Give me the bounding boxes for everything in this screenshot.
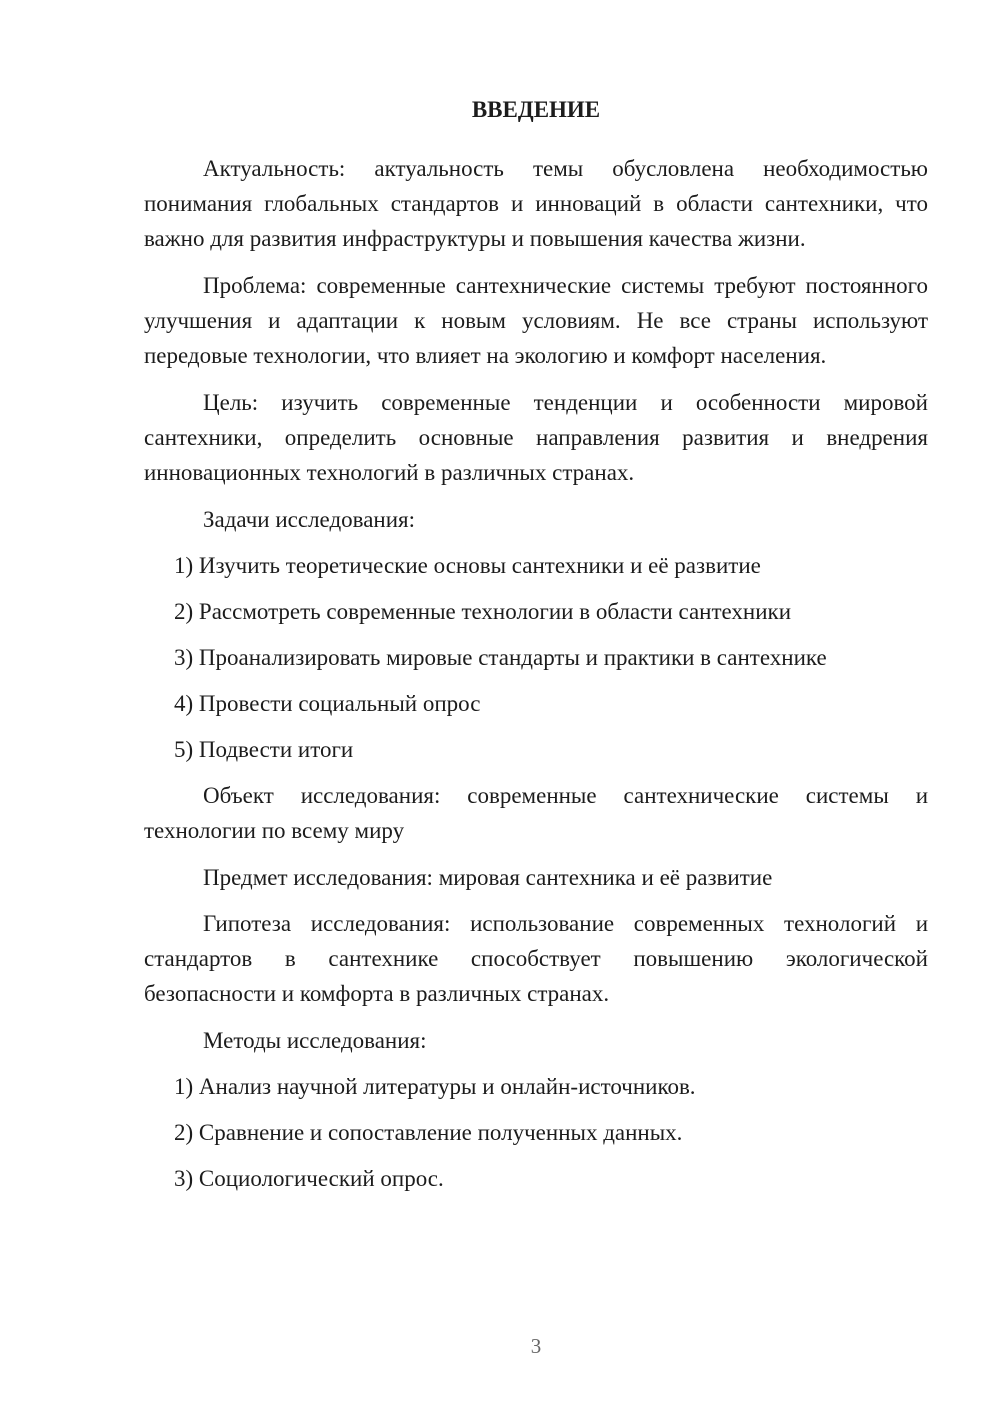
task-item: 4) Провести социальный опрос: [174, 691, 481, 716]
task-item: 5) Подвести итоги: [174, 737, 354, 762]
document-page: [144, 95, 928, 1207]
page-title: ВВЕДЕНИЕ: [471, 97, 601, 122]
subject-paragraph: Предмет исследования: мировая сантехника и её развитие: [203, 865, 773, 890]
relevance-paragraph: Актуальность: актуальность темы обусловлена необходимостью понимания глобальных стандартов и инноваций в области сантехники, что важно для развития инфраструктуры и повышения качества жизни.: [144, 156, 928, 251]
methods-heading: Методы исследования:: [203, 1028, 427, 1053]
method-item: 3) Социологический опрос.: [174, 1166, 444, 1191]
object-paragraph: Объект исследования: современные сантехнические системы и технологии по всему миру: [144, 783, 928, 843]
method-item: 2) Сравнение и сопоставление полученных данных.: [174, 1120, 683, 1145]
problem-paragraph: Проблема: современные сантехнические системы требуют постоянного улучшения и адаптации к новым условиям. Не все страны используют передовые технологии, что влияет на экологию и комфорт населения.: [144, 273, 928, 368]
tasks-list: [144, 548, 928, 767]
task-item: 1) Изучить теоретические основы сантехники и её развитие: [174, 553, 761, 578]
goal-paragraph: Цель: изучить современные тенденции и особенности мировой сантехники, определить основные направления развития и внедрения инновационных технологий в различных странах.: [144, 390, 928, 485]
page-number: 3: [530, 1334, 542, 1358]
tasks-heading: Задачи исследования:: [203, 507, 416, 532]
hypothesis-paragraph: Гипотеза исследования: использование современных технологий и стандартов в сантехнике способствует повышению экологической безопасности и комфорта в различных странах.: [144, 911, 928, 1006]
method-item: 1) Анализ научной литературы и онлайн-источников.: [174, 1074, 696, 1099]
task-item: 3) Проанализировать мировые стандарты и практики в сантехнике: [174, 645, 827, 670]
task-item: 2) Рассмотреть современные технологии в области сантехники: [174, 599, 792, 624]
methods-list: [144, 1069, 928, 1196]
